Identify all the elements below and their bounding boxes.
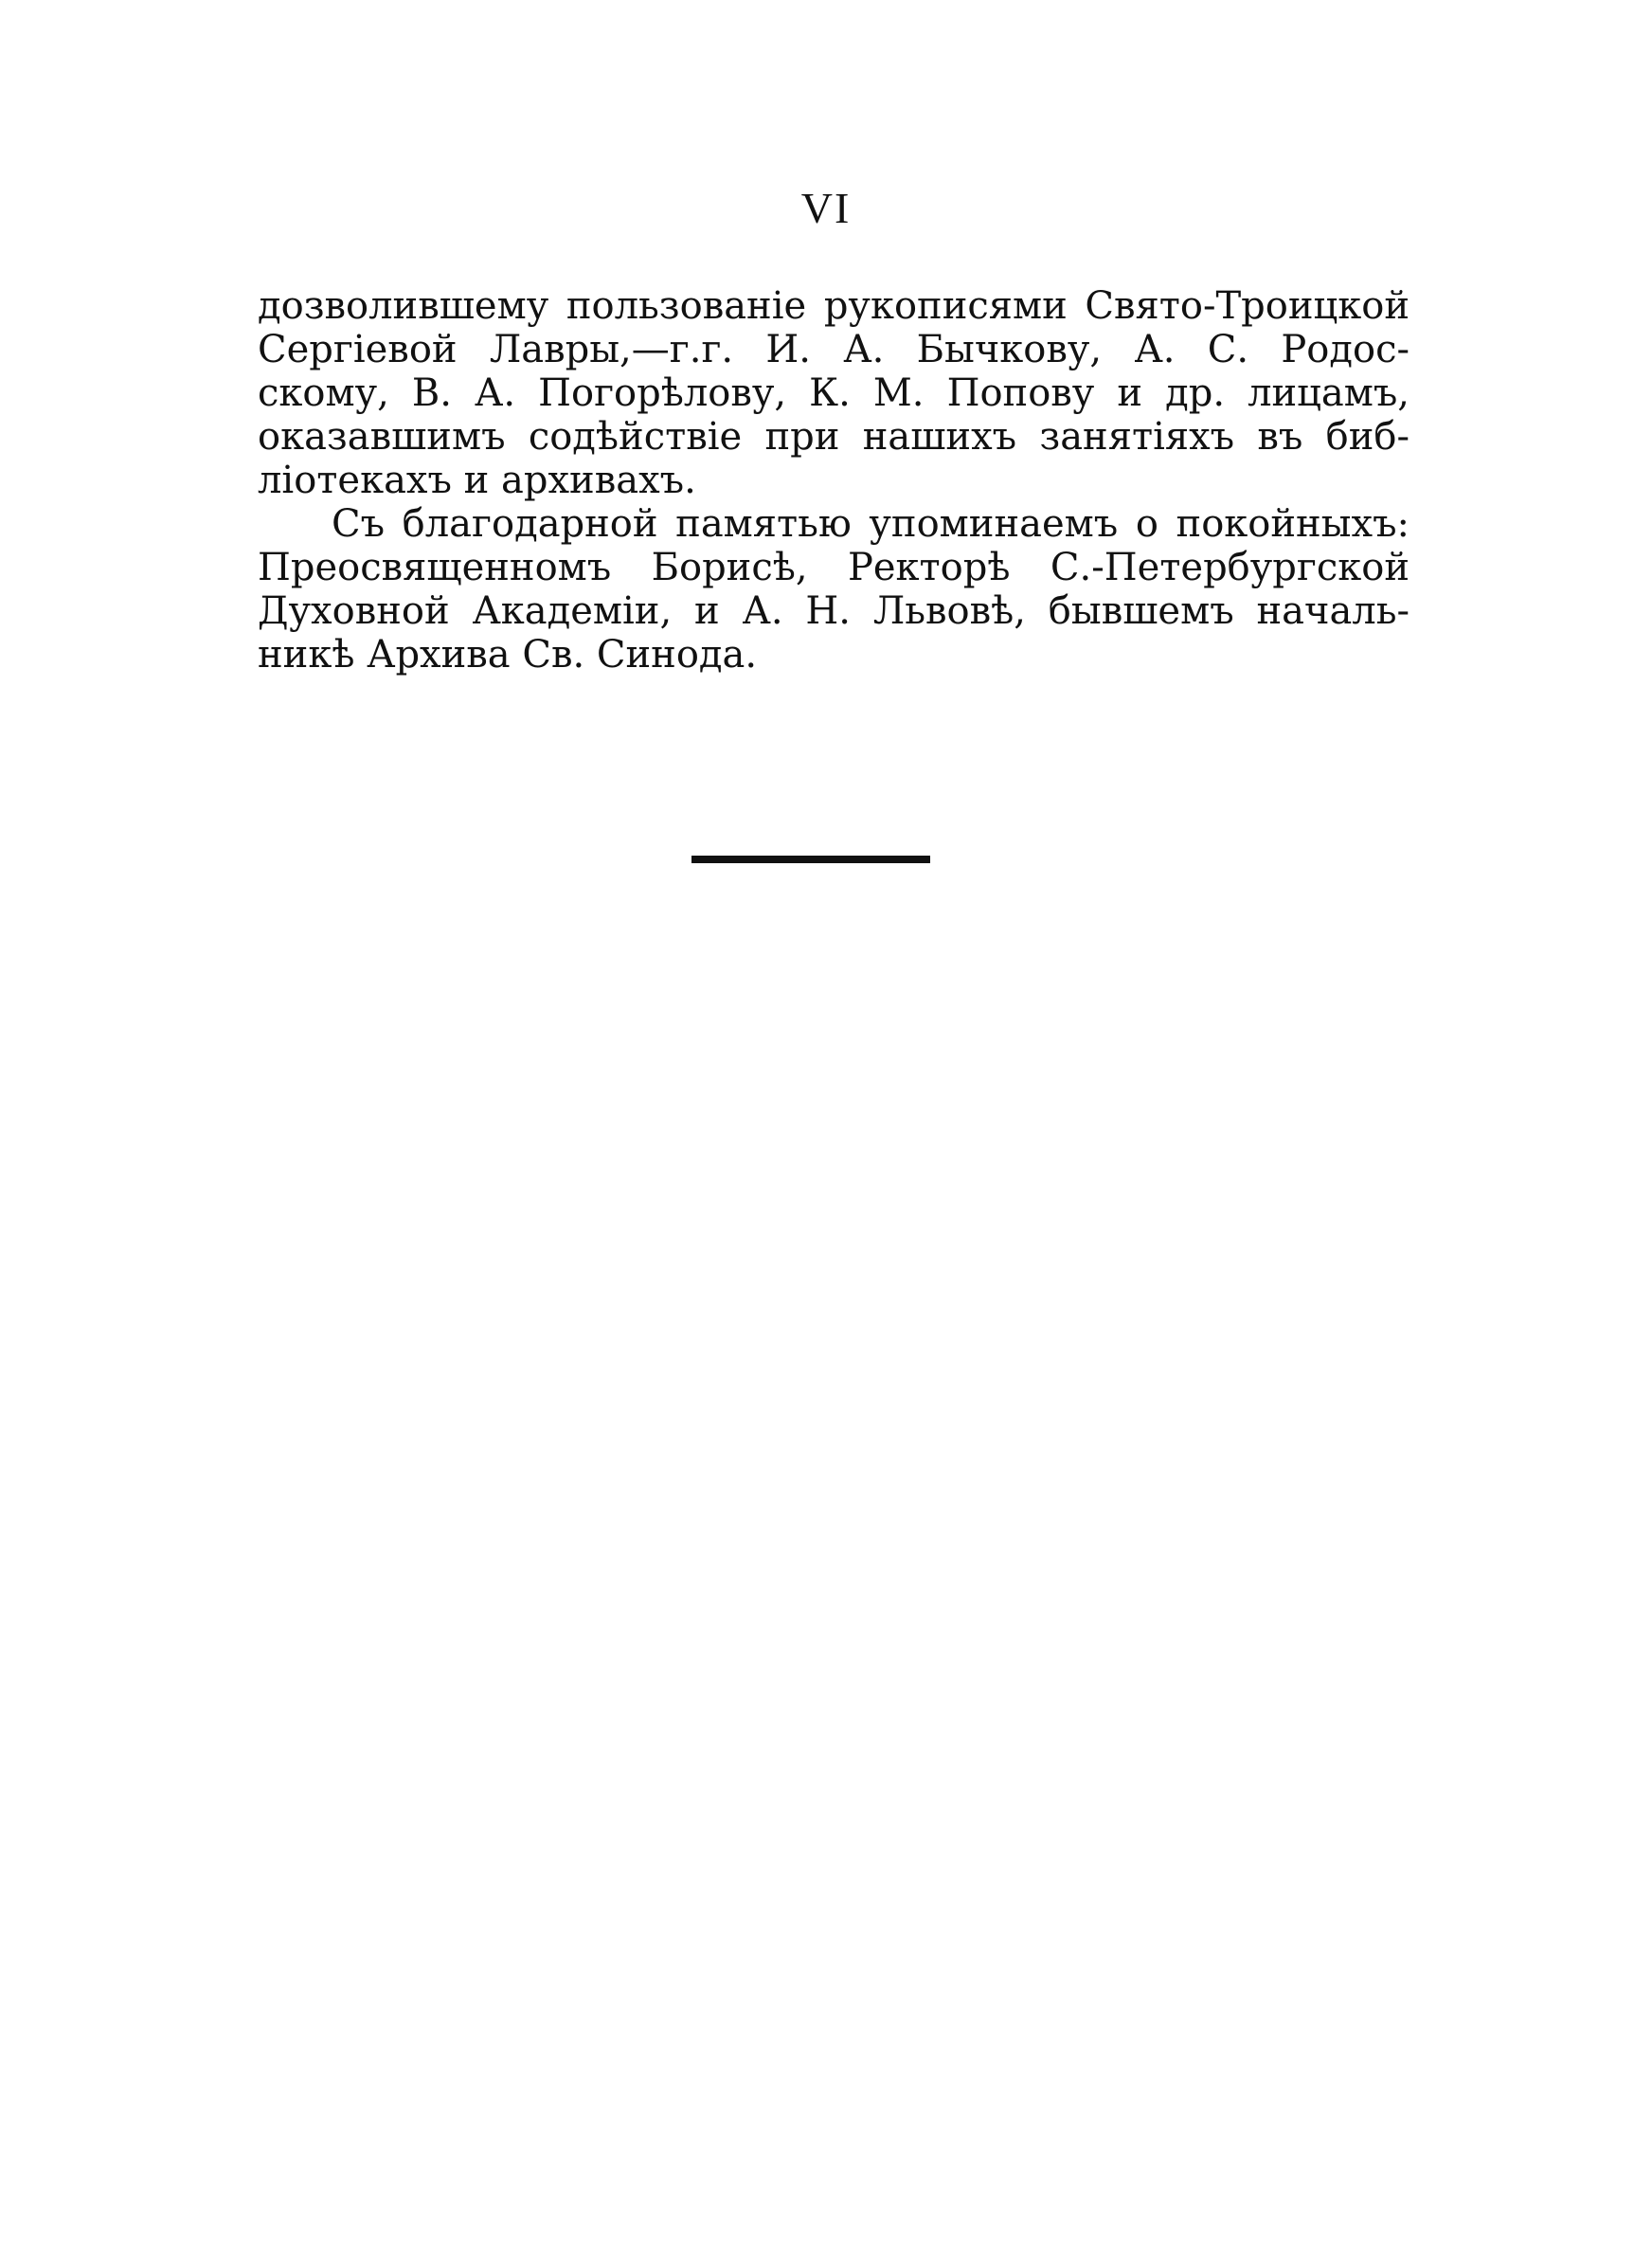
- text-line: оказавшимъ содѣйствіе при нашихъ занятіяхъ въ биб-: [258, 415, 1410, 459]
- paragraph-acknowledgments: [258, 284, 1410, 502]
- text-line: Сергіевой Лавры,—г.г. И. А. Бычкову, А. С. Родос-: [258, 328, 1410, 371]
- text-line: дозволившему пользованіе рукописями Свято-Троицкой: [258, 284, 1410, 328]
- paragraph-memorial: [258, 502, 1410, 677]
- section-end-rule: [691, 856, 930, 863]
- text-line: Духовной Академіи, и А. Н. Львовѣ, бывшемъ началь-: [258, 589, 1410, 633]
- text-line: Преосвященномъ Борисѣ, Ректорѣ С.-Петербургской: [258, 546, 1410, 589]
- page-number: VI: [800, 184, 852, 232]
- text-line: никѣ Архива Св. Синода.: [258, 633, 758, 677]
- text-line: Съ благодарной памятью упоминаемъ о покойныхъ:: [332, 502, 1410, 546]
- text-line: скому, В. А. Погорѣлову, К. М. Попову и др. лицамъ,: [258, 371, 1410, 415]
- body-text: [258, 284, 1410, 677]
- text-line: ліотекахъ и архивахъ.: [258, 459, 696, 502]
